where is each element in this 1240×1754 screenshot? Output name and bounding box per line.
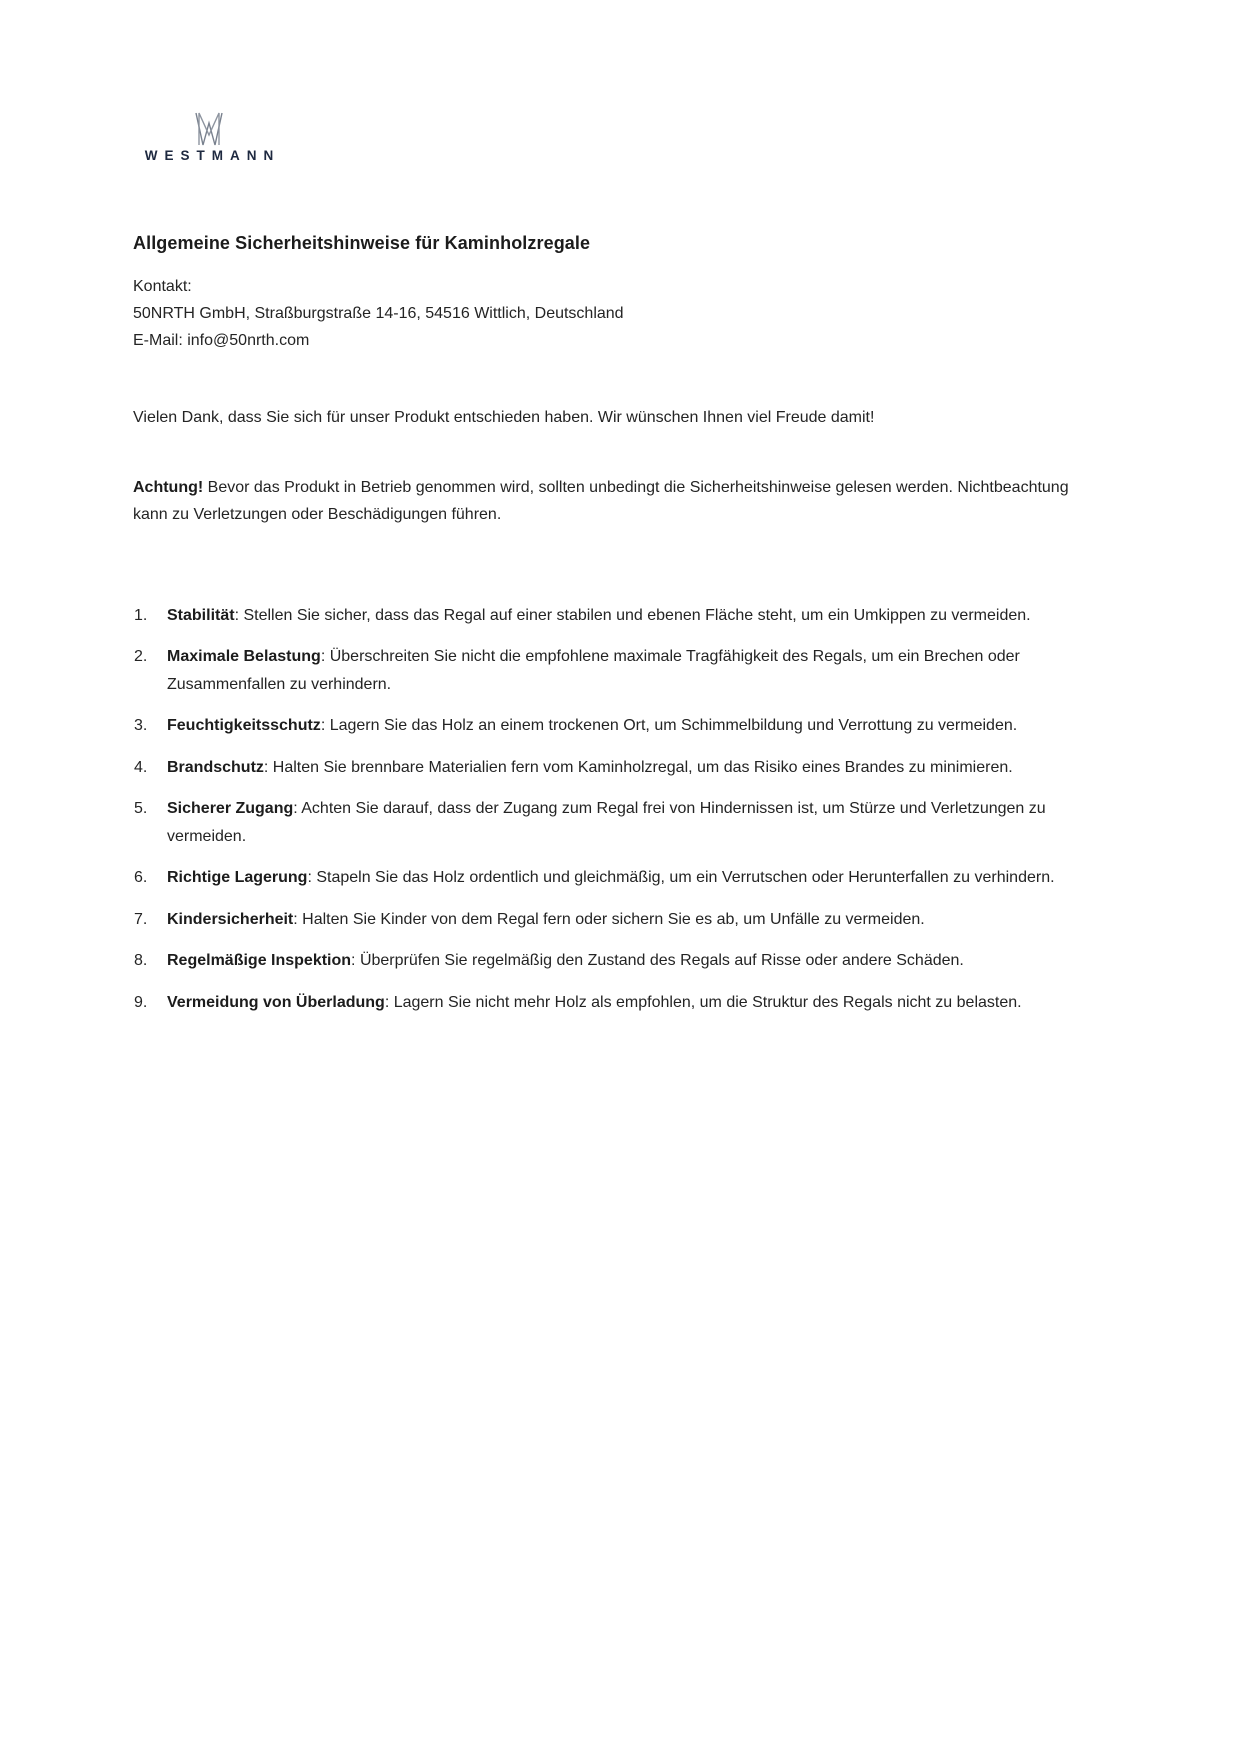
warning-text: Bevor das Produkt in Betrieb genommen wird, sollten unbedingt die Sicherheitshinweise gelesen werden. Nichtbeachtung kann zu Verletzungen oder Beschädigungen führen.: [133, 478, 1069, 523]
list-item-text: : Lagern Sie nicht mehr Holz als empfohlen, um die Struktur des Regals nicht zu belasten.: [384, 993, 1022, 1011]
safety-list-item: [133, 795, 1107, 850]
list-item-number: 6.: [134, 869, 148, 886]
safety-list-item: [133, 864, 1107, 892]
list-item-body: [167, 754, 1107, 782]
list-item-body: [167, 947, 1107, 975]
list-item-text: : Achten Sie darauf, dass der Zugang zum Regal frei von Hindernissen ist, um Stürze und Verletzungen zu vermeiden.: [167, 800, 1046, 845]
list-item-body: [167, 906, 1107, 934]
list-item-term: Richtige Lagerung: [167, 869, 308, 886]
list-item-term: Brandschutz: [167, 758, 264, 776]
list-item-text: : Halten Sie brennbare Materialien fern vom Kaminholzregal, um das Risiko eines Brandes zu minimieren.: [263, 758, 1013, 776]
list-item-term: Vermeidung von Überladung: [167, 993, 385, 1011]
list-item-number: 4.: [134, 758, 148, 776]
safety-list-item: [133, 754, 1107, 782]
contact-label: Kontakt:: [133, 278, 192, 295]
list-item-term: Regelmäßige Inspektion: [167, 952, 352, 969]
list-item-text: : Halten Sie Kinder von dem Regal fern oder sichern Sie es ab, um Unfälle zu vermeiden.: [293, 910, 925, 928]
list-item-body: [167, 989, 1107, 1017]
safety-list-item: [133, 643, 1107, 698]
list-item-number: 5.: [134, 800, 148, 817]
wm-monogram-icon: [194, 112, 224, 146]
contact-email: E-Mail: info@50nrth.com: [133, 332, 310, 349]
list-item-number: 3.: [134, 717, 148, 734]
safety-list-item: [133, 712, 1107, 740]
list-item-term: Kindersicherheit: [167, 910, 294, 928]
page-title: Allgemeine Sicherheitshinweise für Kaminholzregale: [133, 233, 591, 253]
safety-list: [133, 602, 1107, 1017]
list-item-text: : Stapeln Sie das Holz ordentlich und gleichmäßig, um ein Verrutschen oder Herunterfallen zu verhindern.: [307, 869, 1055, 886]
list-item-body: [167, 712, 1107, 740]
contact-address: 50NRTH GmbH, Straßburgstraße 14-16, 54516 Wittlich, Deutschland: [133, 305, 624, 322]
brand-logo: [133, 112, 285, 163]
list-item-term: Maximale Belastung: [167, 648, 321, 665]
list-item-number: 1.: [134, 606, 148, 624]
list-item-term: Stabilität: [167, 606, 235, 624]
list-item-term: Sicherer Zugang: [167, 800, 294, 817]
list-item-body: [167, 602, 1107, 630]
list-item-number: 8.: [134, 952, 148, 969]
list-item-text: : Überprüfen Sie regelmäßig den Zustand des Regals auf Risse oder andere Schäden.: [351, 952, 964, 969]
warning-paragraph: [133, 474, 1107, 529]
list-item-body: [167, 643, 1107, 698]
safety-list-item: [133, 602, 1107, 630]
safety-list-item: [133, 989, 1107, 1017]
list-item-number: 7.: [134, 910, 148, 928]
list-item-number: 9.: [134, 993, 148, 1011]
list-item-term: Feuchtigkeitsschutz: [167, 717, 321, 734]
intro-paragraph: Vielen Dank, dass Sie sich für unser Produkt entschieden haben. Wir wünschen Ihnen viel Freude damit!: [133, 409, 875, 426]
list-item-text: : Lagern Sie das Holz an einem trockenen Ort, um Schimmelbildung und Verrottung zu vermeiden.: [320, 717, 1018, 734]
list-item-number: 2.: [134, 648, 148, 665]
warning-lead: Achtung!: [133, 478, 204, 496]
list-item-body: [167, 864, 1107, 892]
brand-wordmark: WESTMANN: [144, 148, 281, 163]
safety-list-item: [133, 947, 1107, 975]
safety-list-item: [133, 906, 1107, 934]
list-item-text: : Überschreiten Sie nicht die empfohlene maximale Tragfähigkeit des Regals, um ein Brechen oder Zusammenfallen zu verhindern.: [167, 648, 1020, 693]
list-item-body: [167, 795, 1107, 850]
contact-block: [133, 273, 1107, 354]
list-item-text: : Stellen Sie sicher, dass das Regal auf einer stabilen und ebenen Fläche steht, um ein Umkippen zu vermeiden.: [234, 606, 1031, 624]
